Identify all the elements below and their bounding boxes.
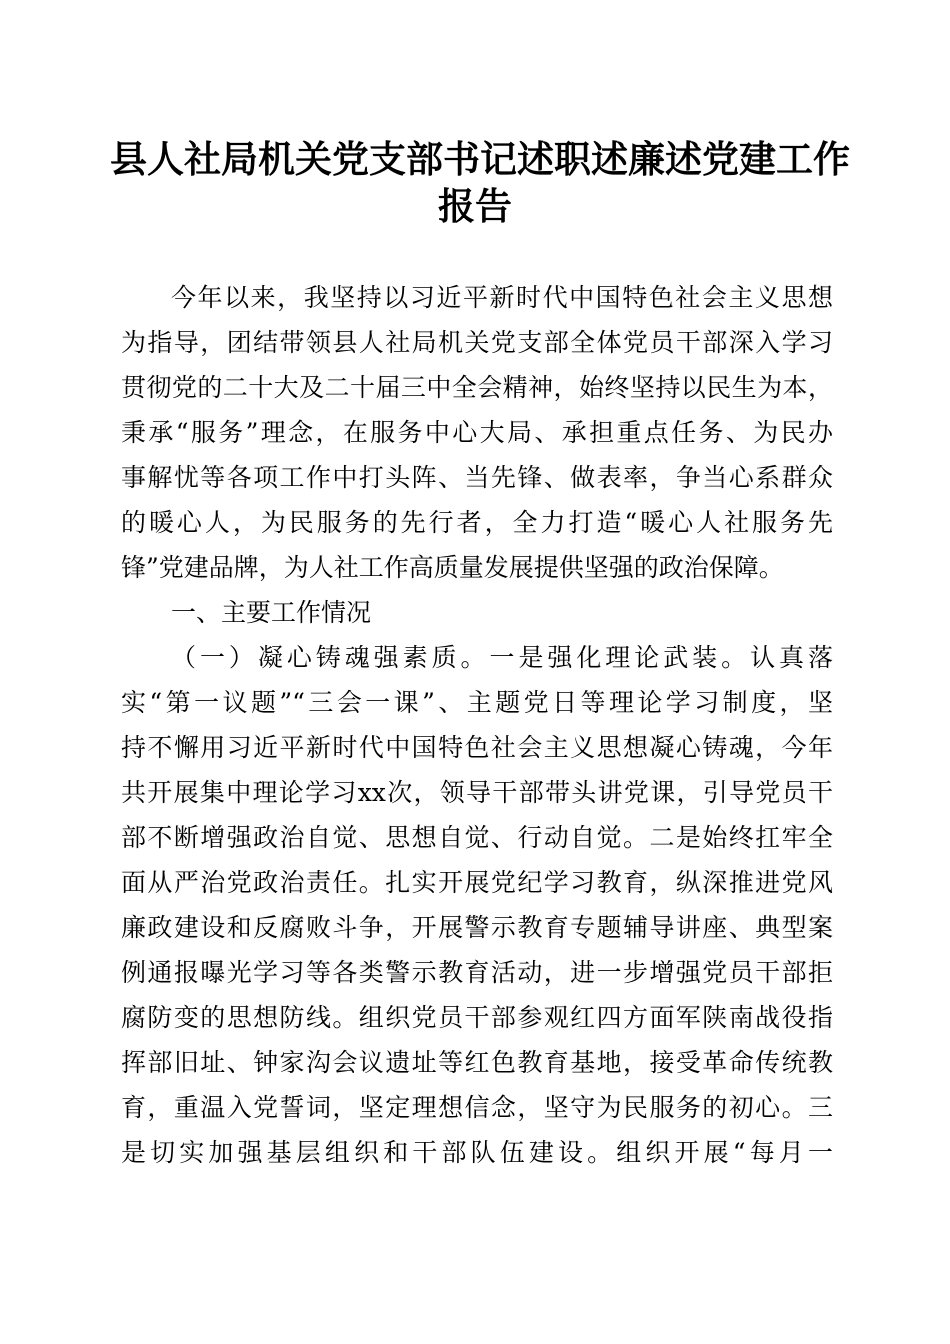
section-1-line: 共开展集中理论学习xx次，领导干部带头讲党课，引导党员干	[121, 778, 833, 807]
section-1-line: 实“第一议题”“三会一课”、主题党日等理论学习制度，坚	[121, 688, 833, 717]
section-1-line: 持不懈用习近平新时代中国特色社会主义思想凝心铸魂，今年	[121, 733, 833, 762]
section-1-line: （一）凝心铸魂强素质。一是强化理论武装。认真落	[171, 643, 833, 672]
intro-line: 秉承“服务”理念，在服务中心大局、承担重点任务、为民办	[121, 418, 833, 447]
intro-line: 的暖心人，为民服务的先行者，全力打造“暖心人社服务先	[121, 508, 833, 537]
section-1-line: 腐防变的思想防线。组织党员干部参观红四方面军陕南战役指	[121, 1003, 833, 1032]
intro-line: 为指导，团结带领县人社局机关党支部全体党员干部深入学习	[121, 328, 833, 357]
section-1-line: 面从严治党政治责任。扎实开展党纪学习教育，纵深推进党风	[121, 868, 833, 897]
section-1-line: 例通报曝光学习等各类警示教育活动，进一步增强党员干部拒	[121, 958, 833, 987]
section-1-line: 廉政建设和反腐败斗争，开展警示教育专题辅导讲座、典型案	[121, 913, 833, 942]
section-heading: 一、主要工作情况	[171, 598, 372, 627]
intro-line: 事解忧等各项工作中打头阵、当先锋、做表率，争当心系群众	[121, 463, 833, 492]
intro-line: 贯彻党的二十大及二十届三中全会精神，始终坚持以民生为本，	[121, 373, 833, 402]
section-1-line: 部不断增强政治自觉、思想自觉、行动自觉。二是始终扛牢全	[121, 823, 833, 852]
document-title-line-2: 报告	[438, 184, 512, 228]
intro-line: 锋”党建品牌，为人社工作高质量发展提供坚强的政治保障。	[121, 553, 784, 582]
document-title-line-1: 县人社局机关党支部书记述职述廉述党建工作	[110, 137, 850, 181]
intro-line: 今年以来，我坚持以习近平新时代中国特色社会主义思想	[171, 283, 833, 312]
section-1-line: 是切实加强基层组织和干部队伍建设。组织开展“每月一	[121, 1138, 833, 1167]
section-1-line: 挥部旧址、钟家沟会议遗址等红色教育基地，接受革命传统教	[121, 1048, 833, 1077]
section-1-line: 育，重温入党誓词，坚定理想信念，坚守为民服务的初心。三	[121, 1093, 833, 1122]
